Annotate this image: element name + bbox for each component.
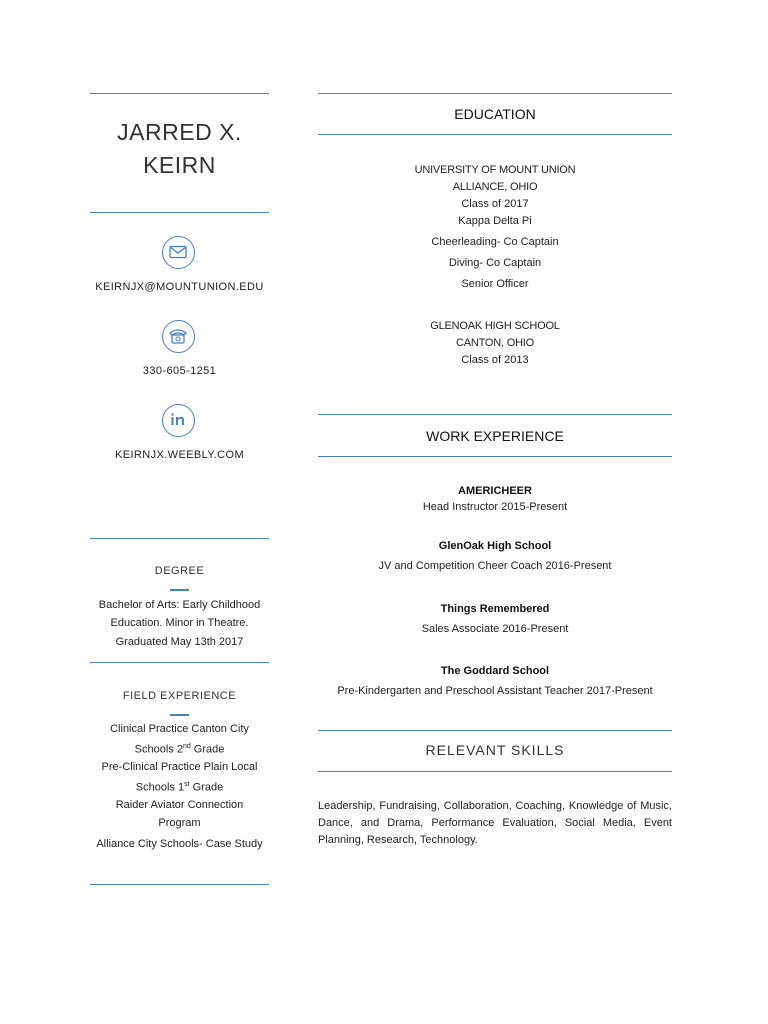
degree-line-3: Graduated May 13th 2017 — [115, 636, 244, 648]
highschool-class: Class of 2013 — [461, 354, 529, 366]
field-experience-heading: FIELD EXPERIENCE — [122, 690, 237, 702]
skills-bottom-divider — [318, 771, 672, 772]
job-role: Sales Associate 2016-Present — [421, 623, 569, 635]
phone-number: 330-605-1251 — [142, 365, 217, 377]
highschool-block — [318, 318, 672, 369]
education-bottom-divider — [318, 134, 672, 135]
university-class: Class of 2017 — [461, 198, 529, 210]
work-bottom-divider — [318, 456, 672, 457]
left-top-divider — [90, 93, 269, 94]
work-top-divider — [318, 414, 672, 415]
activity-item: Kappa Delta Pi — [458, 215, 532, 227]
website-link[interactable]: KEIRNJX.WEEBLY.COM — [114, 449, 245, 461]
degree-line-1: Bachelor of Arts: Early Childhood — [98, 599, 261, 611]
job-employer: Things Remembered — [440, 603, 550, 615]
job-role: Pre-Kindergarten and Preschool Assistant Teacher 2017-Present — [337, 685, 653, 697]
university-name: UNIVERSITY OF MOUNT UNION — [414, 164, 576, 176]
field-item-1-line-1: Clinical Practice Canton City — [110, 723, 249, 735]
field-item-3 — [90, 796, 269, 832]
name-heading — [90, 116, 269, 182]
highschool-location: CANTON, OHIO — [455, 337, 535, 349]
job-role: Head Instructor 2015-Present — [422, 501, 568, 513]
telephone-icon — [162, 320, 195, 353]
university-location: ALLIANCE, OHIO — [452, 181, 538, 193]
name-divider — [90, 212, 269, 213]
field-item-4: Alliance City Schools- Case Study — [96, 838, 263, 850]
name-line-2: KEIRN — [143, 152, 216, 178]
field-item-1 — [90, 720, 269, 759]
degree-divider — [90, 662, 269, 663]
degree-heading: DEGREE — [154, 565, 205, 577]
job-employer: AMERICHEER — [458, 485, 532, 497]
left-bottom-divider — [90, 884, 269, 885]
job-role: JV and Competition Cheer Coach 2016-Present — [378, 560, 612, 572]
field-item-2 — [90, 758, 269, 797]
field-item-2-line-1: Pre-Clinical Practice Plain Local — [101, 761, 258, 773]
work-heading: WORK EXPERIENCE — [426, 428, 564, 444]
contact-divider — [90, 538, 269, 539]
activity-item: Cheerleading- Co Captain — [431, 236, 559, 248]
field-item-1-line-2: Schools 2nd Grade — [134, 743, 225, 756]
education-top-divider — [318, 93, 672, 94]
degree-text — [90, 596, 269, 651]
skills-top-divider — [318, 730, 672, 731]
education-heading: EDUCATION — [454, 106, 536, 122]
field-item-3-line-1: Raider Aviator Connection — [115, 799, 244, 811]
activity-item: Senior Officer — [461, 278, 529, 290]
university-block — [318, 162, 672, 293]
field-item-3-line-2: Program — [158, 817, 201, 829]
degree-line-2: Education. Minor in Theatre. — [110, 617, 249, 629]
field-item-2-line-2: Schools 1st Grade — [135, 781, 224, 794]
field-experience-accent-line — [170, 714, 189, 716]
highschool-name: GLENOAK HIGH SCHOOL — [430, 320, 560, 332]
envelope-icon — [162, 236, 195, 269]
email-link[interactable]: KEIRNJX@MOUNTUNION.EDU — [95, 281, 264, 293]
linkedin-icon — [162, 404, 195, 437]
job-employer: GlenOak High School — [438, 540, 552, 552]
job-employer: The Goddard School — [440, 665, 550, 677]
activity-item: Diving- Co Captain — [448, 257, 542, 269]
skills-text: Leadership, Fundraising, Collaboration, Coaching, Knowledge of Music, Dance, and Drama, Performance Evaluation, Social Media, Event Planning, Research, Technology. — [318, 800, 672, 846]
degree-accent-line — [170, 589, 189, 591]
name-line-1: JARRED X. — [117, 119, 242, 145]
skills-heading: RELEVANT SKILLS — [425, 742, 565, 758]
